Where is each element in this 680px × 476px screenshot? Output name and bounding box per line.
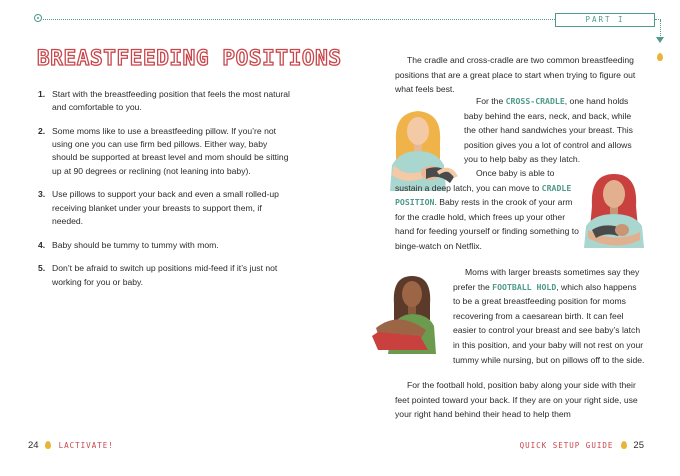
paragraph-cross-cradle: For the CROSS-CRADLE, one hand holds baby behind the ears, neck, and back, while the other hand sandwiches your breast. This position gives you a lot of control and allows you to help baby as they latch. <box>464 96 633 165</box>
football-hold-illustration <box>370 270 448 354</box>
step-text: Start with the breastfeeding position that feels the most natural and comfortable to you. <box>52 89 290 113</box>
list-item <box>38 125 290 178</box>
header-circle-icon <box>34 14 42 22</box>
paragraph-intro: The cradle and cross-cradle are two common breastfeeding positions that are a great place to start when trying to figure out what feels best. <box>395 55 636 95</box>
paragraph-football-hold: Moms with larger breasts sometimes say they prefer the FOOTBALL HOLD, which also happens to be a great breastfeeding position for moms recovering from a caesarean birth. It can feel easier to control your breast and see baby’s latch in this position, and your baby will not rest on your tummy while nursing, but on pillows off to the side. <box>453 267 645 365</box>
cradle-illustration <box>578 170 650 248</box>
step-text: Use pillows to support your back and even a small rolled-up receiving blanket under your breasts to support them, if needed. <box>52 189 279 226</box>
list-item <box>38 188 290 228</box>
step-text: Don’t be afraid to switch up positions mid-feed if it’s just not working for you or baby. <box>52 263 278 287</box>
list-item <box>38 88 290 114</box>
header-dotted-line <box>43 19 340 20</box>
list-item <box>38 239 290 252</box>
page-number: 24 <box>28 440 39 451</box>
page-number: 25 <box>633 440 644 451</box>
header-dotted-line <box>340 19 555 20</box>
steps-list <box>38 88 290 299</box>
step-number: 1. <box>38 89 46 99</box>
step-number: 2. <box>38 126 46 136</box>
arrow-down-icon <box>656 37 664 43</box>
step-text: Some moms like to use a breastfeeding pillow. If you’re not using one you can use firm bed pillows. Either way, baby should be supported at breast level and mom should be sitting up at 90 degrees or reclining (not leaning into baby). <box>52 126 289 176</box>
paragraph-cradle: Once baby is able to sustain a deep latch, you can move to CRADLE POSITION. Baby rests in the crook of your arm for the cradle hold, which frees up your other hand for feeding yourself or finding something to binge-watch on Netflix. <box>395 168 579 251</box>
book-title: LACTIVATE! <box>58 441 114 450</box>
list-item <box>38 262 290 288</box>
page-title: BREASTFEEDING POSITIONS <box>37 46 342 70</box>
term-football-hold: FOOTBALL HOLD <box>492 281 557 292</box>
paragraph-football-howto: For the football hold, position baby along your side with their feet pointed toward your back. If they are on your right side, use your right hand behind their head to help them <box>395 380 638 420</box>
step-number: 5. <box>38 263 46 274</box>
drop-icon <box>621 441 627 449</box>
drop-icon <box>45 441 51 449</box>
step-number: 4. <box>38 239 46 250</box>
term-cradle-position: CRADLE POSITION <box>395 182 572 208</box>
term-cross-cradle: CROSS-CRADLE <box>505 96 565 106</box>
drop-icon <box>657 53 663 61</box>
part-tab: PART I <box>555 13 655 27</box>
step-number: 3. <box>38 189 46 200</box>
right-footer <box>520 440 644 451</box>
step-text: Baby should be tummy to tummy with mom. <box>52 239 219 250</box>
section-label: QUICK SETUP GUIDE <box>519 441 614 450</box>
left-footer <box>28 440 114 451</box>
header-dotted-drop <box>660 20 661 38</box>
right-page <box>340 0 680 476</box>
